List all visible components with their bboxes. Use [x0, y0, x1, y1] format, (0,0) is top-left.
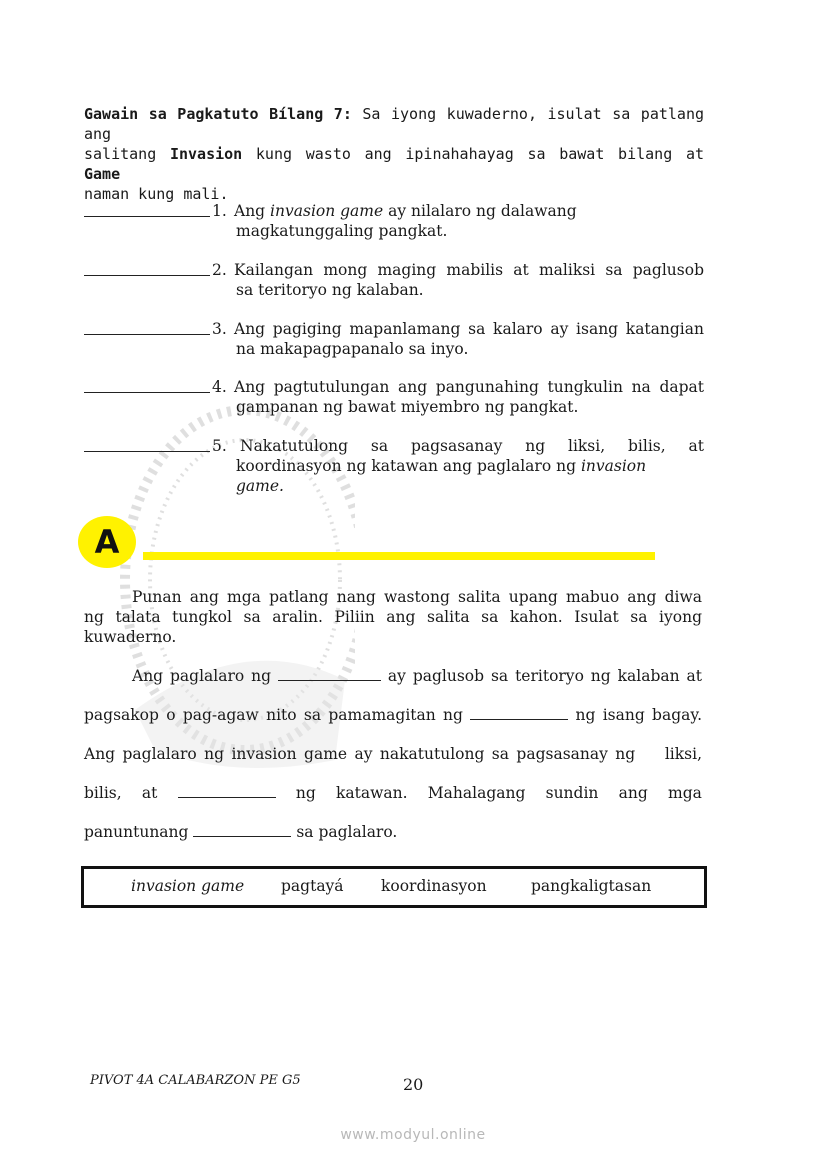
word-bank-item: pagtayá — [281, 877, 344, 895]
item-text: sa teritoryo ng kalaban. — [236, 281, 424, 299]
answer-blank[interactable] — [193, 822, 291, 837]
directions-text: kuwaderno. — [84, 628, 177, 646]
item-number: 5. — [212, 437, 227, 455]
paragraph-text: ang — [618, 784, 648, 802]
answer-blank[interactable] — [84, 275, 210, 276]
paragraph-text: pagsakop o pag-agaw nito sa pamamagitan ng — [84, 706, 463, 724]
item-number: 4. — [212, 378, 227, 396]
paragraph-text: ng isang bagay. — [575, 706, 702, 724]
item-number: 2. — [212, 261, 227, 279]
answer-blank[interactable] — [470, 705, 568, 720]
instructions — [84, 104, 704, 204]
instructions-text: Sa iyong kuwaderno, isulat sa patlang ang — [84, 105, 705, 143]
instructions-label: Gawain sa Pagkatuto Bílang 7: — [84, 105, 352, 123]
word-bank-item: pangkaligtasan — [531, 877, 652, 895]
paragraph-text: sundin — [545, 784, 599, 802]
instructions-text: salitang — [84, 145, 157, 163]
paragraph-text: Ang paglalaro ng invasion game ay nakatutulong sa pagsasanay ng liksi, — [84, 745, 702, 763]
item-text-emphasis: invasion — [580, 457, 647, 475]
item-text: koordinasyon ng katawan ang paglalaro ng — [236, 457, 577, 475]
item-text: Ang pagtutulungan ang pangunahing tungkulin na dapat — [234, 378, 704, 396]
word-bank-item: invasion game — [131, 877, 245, 895]
directions — [84, 587, 702, 647]
section-letter-badge: A — [78, 516, 136, 568]
item-number: 1. — [212, 202, 227, 220]
item-text: gampanan ng bawat miyembro ng pangkat. — [236, 398, 579, 416]
answer-blank[interactable] — [178, 783, 276, 798]
item-text: ay nilalaro ng dalawang — [388, 202, 577, 220]
keyword-invasion: Invasion — [169, 145, 243, 163]
item-text: Nakatutulong sa pagsasanay ng liksi, bilis, at — [240, 437, 704, 455]
item-text: Kailangan mong maging mabilis at maliksi sa paglusob — [234, 261, 704, 279]
item-text — [236, 456, 666, 476]
answer-blank[interactable] — [84, 392, 210, 393]
item-text: magkatunggaling pangkat. — [236, 222, 448, 240]
item-text-emphasis: invasion game — [270, 202, 384, 220]
paragraph-text: ay paglusob sa teritoryo ng kalaban at — [387, 667, 702, 685]
paragraph-text: bilis, — [84, 784, 122, 802]
footer-source: PIVOT 4A CALABARZON PE G5 — [90, 1073, 301, 1088]
page-number: 20 — [403, 1075, 424, 1094]
item-text: Ang — [234, 202, 266, 220]
section-underline-bar — [143, 552, 655, 560]
item-text: Ang pagiging mapanlamang sa kalaro ay isang katangian — [234, 320, 704, 338]
answer-blank[interactable] — [84, 216, 210, 217]
watermark-url: www.modyul.online — [340, 1127, 486, 1143]
answer-blank[interactable] — [278, 666, 381, 681]
keyword-game: Game — [84, 165, 121, 183]
item-text: na makapagpapanalo sa inyo. — [236, 340, 469, 358]
paragraph-text: mga — [668, 784, 702, 802]
paragraph-text: Mahalagang — [427, 784, 526, 802]
item-number: 3. — [212, 320, 227, 338]
directions-text: ng talata tungkol sa aralin. Piliin ang salita sa kahon. Isulat sa iyong — [84, 608, 702, 626]
word-bank-item: koordinasyon — [381, 877, 487, 895]
paragraph-text: sa paglalaro. — [296, 823, 398, 841]
paragraph-text: katawan. — [336, 784, 408, 802]
paragraph-text: Ang paglalaro ng — [132, 667, 272, 685]
paragraph-text: ng — [295, 784, 316, 802]
answer-blank[interactable] — [84, 451, 210, 452]
fill-in-paragraph — [84, 666, 702, 842]
instructions-text: kung wasto ang ipinahahayag sa bawat bilang at — [255, 145, 705, 163]
paragraph-text: panuntunang — [84, 823, 189, 841]
paragraph-text: at — [141, 784, 158, 802]
answer-blank[interactable] — [84, 334, 210, 335]
item-text — [236, 476, 706, 496]
instructions-text: naman kung mali. — [84, 185, 229, 203]
word-bank-box — [81, 866, 707, 908]
directions-text: Punan ang mga patlang nang wastong salita upang mabuo ang diwa — [132, 588, 702, 606]
item-text-emphasis: game. — [236, 477, 284, 495]
